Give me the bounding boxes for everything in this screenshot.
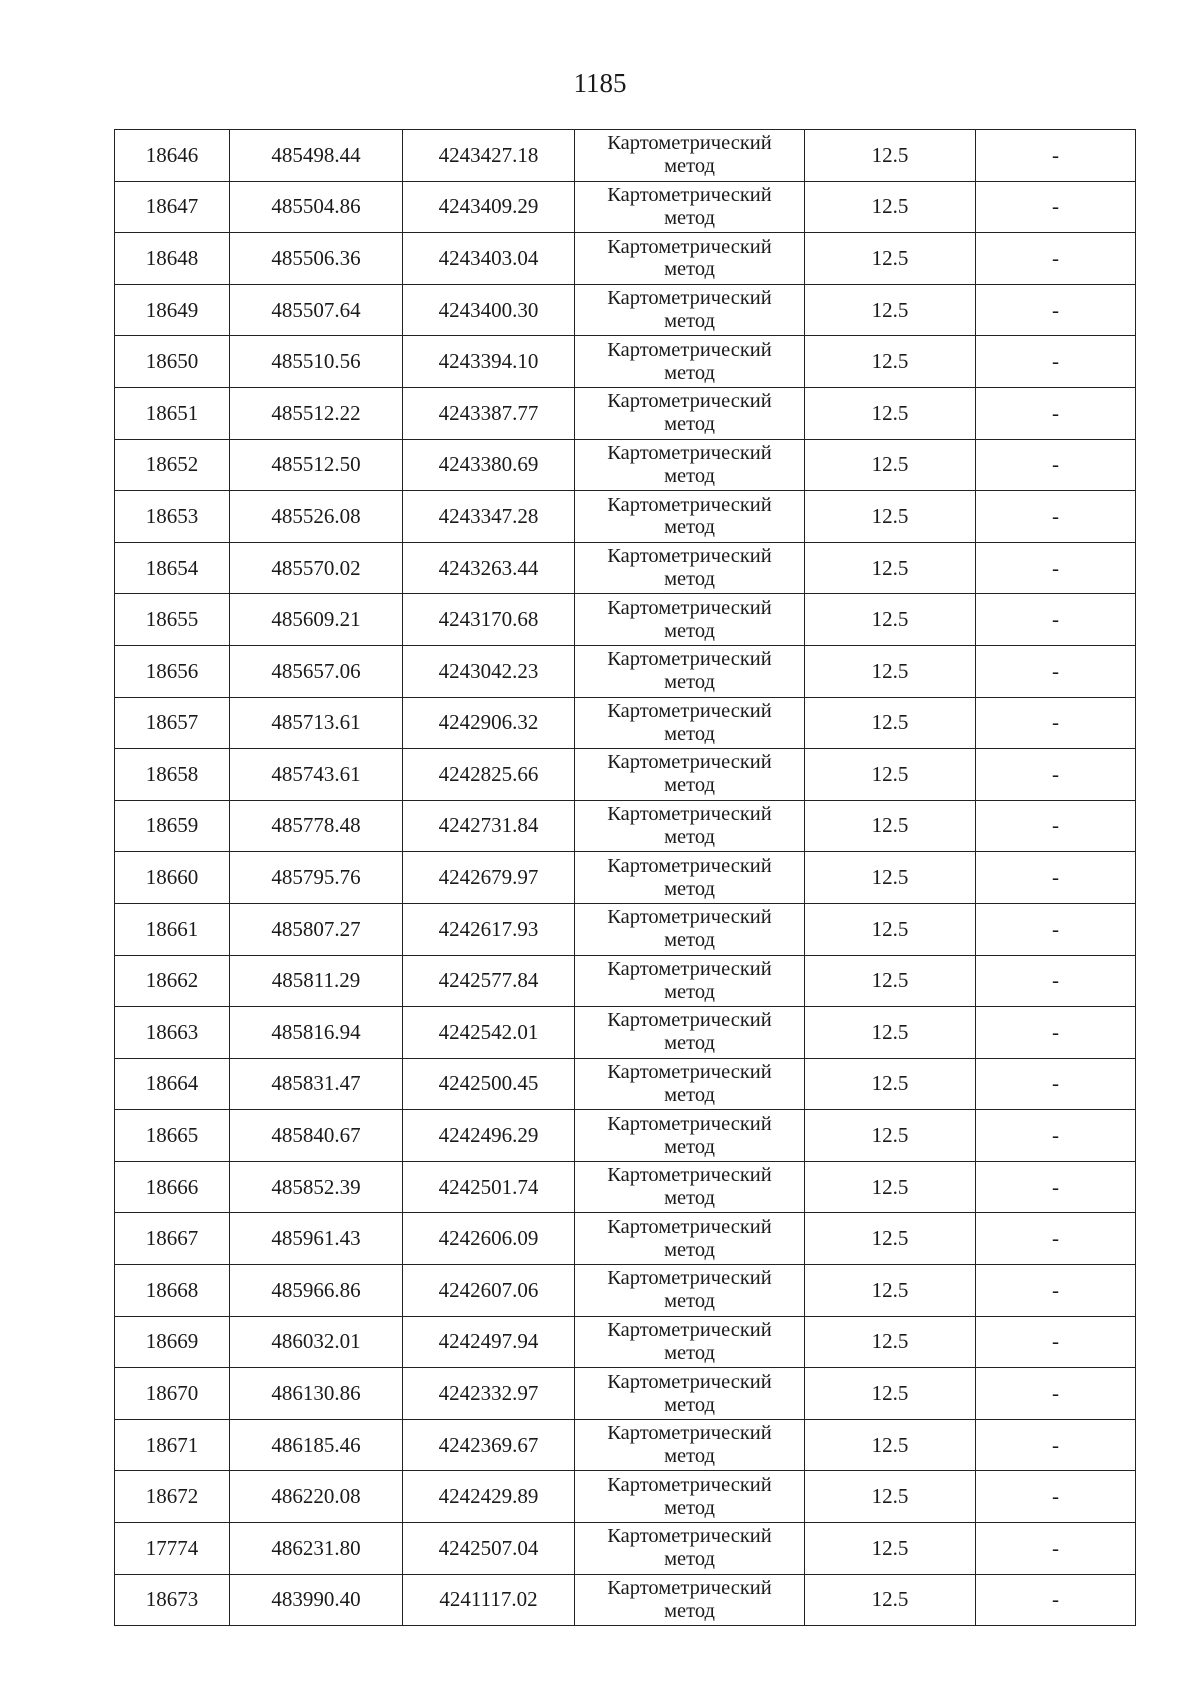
description-cell: -	[976, 1471, 1136, 1523]
table-row	[115, 800, 1136, 852]
method-line-2: метод	[664, 619, 715, 642]
y-coordinate-cell: 4242906.32	[403, 697, 575, 749]
x-coordinate-cell: 486231.80	[230, 1523, 403, 1575]
y-coordinate-cell: 4243394.10	[403, 336, 575, 388]
description-cell: -	[976, 594, 1136, 646]
method-line-2: метод	[664, 258, 715, 281]
x-coordinate-cell: 485512.22	[230, 387, 403, 439]
x-coordinate-cell: 485570.02	[230, 542, 403, 594]
method-line-2: метод	[664, 361, 715, 384]
point-number-cell: 18666	[115, 1161, 230, 1213]
method-line-2: метод	[664, 310, 715, 333]
method-cell	[575, 233, 805, 285]
description-cell: -	[976, 903, 1136, 955]
point-number-cell: 18656	[115, 645, 230, 697]
table-row	[115, 1316, 1136, 1368]
x-coordinate-cell: 485526.08	[230, 491, 403, 543]
point-number-cell: 18659	[115, 800, 230, 852]
x-coordinate-cell: 485510.56	[230, 336, 403, 388]
table-row	[115, 1574, 1136, 1626]
x-coordinate-cell: 485807.27	[230, 903, 403, 955]
accuracy-cell: 12.5	[805, 1058, 976, 1110]
method-line-2: метод	[664, 1341, 715, 1364]
accuracy-cell: 12.5	[805, 542, 976, 594]
x-coordinate-cell: 485743.61	[230, 749, 403, 801]
method-line-2: метод	[664, 1445, 715, 1468]
point-number-cell: 18669	[115, 1316, 230, 1368]
x-coordinate-cell: 486185.46	[230, 1419, 403, 1471]
y-coordinate-cell: 4243170.68	[403, 594, 575, 646]
table-row	[115, 542, 1136, 594]
method-cell	[575, 1213, 805, 1265]
description-cell: -	[976, 542, 1136, 594]
accuracy-cell: 12.5	[805, 800, 976, 852]
method-line-1: Картометрический	[607, 1370, 772, 1393]
table-body	[115, 130, 1136, 1626]
method-line-1: Картометрический	[607, 1525, 772, 1548]
method-line-1: Картометрический	[607, 545, 772, 568]
table-row	[115, 749, 1136, 801]
table-row	[115, 903, 1136, 955]
x-coordinate-cell: 485609.21	[230, 594, 403, 646]
method-line-2: метод	[664, 1393, 715, 1416]
method-cell	[575, 336, 805, 388]
y-coordinate-cell: 4242497.94	[403, 1316, 575, 1368]
table-row	[115, 387, 1136, 439]
description-cell: -	[976, 1161, 1136, 1213]
method-line-2: метод	[664, 464, 715, 487]
accuracy-cell: 12.5	[805, 1419, 976, 1471]
accuracy-cell: 12.5	[805, 1110, 976, 1162]
method-cell	[575, 1265, 805, 1317]
table-row	[115, 955, 1136, 1007]
method-line-1: Картометрический	[607, 493, 772, 516]
accuracy-cell: 12.5	[805, 439, 976, 491]
point-number-cell: 18671	[115, 1419, 230, 1471]
point-number-cell: 18663	[115, 1007, 230, 1059]
y-coordinate-cell: 4242507.04	[403, 1523, 575, 1575]
description-cell: -	[976, 1110, 1136, 1162]
method-line-2: метод	[664, 929, 715, 952]
table-row	[115, 697, 1136, 749]
x-coordinate-cell: 485831.47	[230, 1058, 403, 1110]
y-coordinate-cell: 4243263.44	[403, 542, 575, 594]
method-line-1: Картометрический	[607, 1215, 772, 1238]
method-line-1: Картометрический	[607, 1061, 772, 1084]
method-cell	[575, 387, 805, 439]
description-cell: -	[976, 233, 1136, 285]
x-coordinate-cell: 486130.86	[230, 1368, 403, 1420]
description-cell: -	[976, 130, 1136, 182]
description-cell: -	[976, 800, 1136, 852]
accuracy-cell: 12.5	[805, 1368, 976, 1420]
table-row	[115, 1471, 1136, 1523]
y-coordinate-cell: 4242679.97	[403, 852, 575, 904]
method-line-2: метод	[664, 774, 715, 797]
method-line-2: метод	[664, 826, 715, 849]
method-cell	[575, 130, 805, 182]
y-coordinate-cell: 4243380.69	[403, 439, 575, 491]
coordinates-table	[114, 129, 1136, 1626]
accuracy-cell: 12.5	[805, 1161, 976, 1213]
x-coordinate-cell: 485504.86	[230, 181, 403, 233]
method-cell	[575, 1058, 805, 1110]
method-line-1: Картометрический	[607, 338, 772, 361]
method-line-1: Картометрический	[607, 1112, 772, 1135]
table-row	[115, 645, 1136, 697]
description-cell: -	[976, 955, 1136, 1007]
description-cell: -	[976, 1007, 1136, 1059]
method-cell	[575, 852, 805, 904]
accuracy-cell: 12.5	[805, 1007, 976, 1059]
description-cell: -	[976, 181, 1136, 233]
description-cell: -	[976, 439, 1136, 491]
point-number-cell: 18654	[115, 542, 230, 594]
x-coordinate-cell: 485498.44	[230, 130, 403, 182]
description-cell: -	[976, 491, 1136, 543]
method-line-1: Картометрический	[607, 1009, 772, 1032]
point-number-cell: 18673	[115, 1574, 230, 1626]
accuracy-cell: 12.5	[805, 697, 976, 749]
x-coordinate-cell: 485512.50	[230, 439, 403, 491]
method-line-1: Картометрический	[607, 132, 772, 155]
description-cell: -	[976, 697, 1136, 749]
x-coordinate-cell: 485840.67	[230, 1110, 403, 1162]
accuracy-cell: 12.5	[805, 852, 976, 904]
point-number-cell: 18648	[115, 233, 230, 285]
method-line-2: метод	[664, 568, 715, 591]
accuracy-cell: 12.5	[805, 749, 976, 801]
accuracy-cell: 12.5	[805, 1316, 976, 1368]
accuracy-cell: 12.5	[805, 1574, 976, 1626]
method-cell	[575, 594, 805, 646]
table-row	[115, 1058, 1136, 1110]
x-coordinate-cell: 485852.39	[230, 1161, 403, 1213]
point-number-cell: 18657	[115, 697, 230, 749]
method-line-1: Картометрический	[607, 699, 772, 722]
description-cell: -	[976, 1316, 1136, 1368]
y-coordinate-cell: 4242369.67	[403, 1419, 575, 1471]
table-row	[115, 1213, 1136, 1265]
accuracy-cell: 12.5	[805, 645, 976, 697]
method-line-1: Картометрический	[607, 390, 772, 413]
method-line-2: метод	[664, 1187, 715, 1210]
y-coordinate-cell: 4242496.29	[403, 1110, 575, 1162]
description-cell: -	[976, 645, 1136, 697]
y-coordinate-cell: 4243387.77	[403, 387, 575, 439]
x-coordinate-cell: 485507.64	[230, 284, 403, 336]
description-cell: -	[976, 1574, 1136, 1626]
method-line-2: метод	[664, 1599, 715, 1622]
description-cell: -	[976, 1265, 1136, 1317]
point-number-cell: 18647	[115, 181, 230, 233]
method-cell	[575, 1523, 805, 1575]
method-line-2: метод	[664, 1548, 715, 1571]
point-number-cell: 18651	[115, 387, 230, 439]
accuracy-cell: 12.5	[805, 284, 976, 336]
accuracy-cell: 12.5	[805, 491, 976, 543]
method-line-2: метод	[664, 413, 715, 436]
method-line-1: Картометрический	[607, 751, 772, 774]
method-line-1: Картометрический	[607, 1267, 772, 1290]
y-coordinate-cell: 4242617.93	[403, 903, 575, 955]
accuracy-cell: 12.5	[805, 1213, 976, 1265]
method-line-1: Картометрический	[607, 596, 772, 619]
method-line-2: метод	[664, 1032, 715, 1055]
accuracy-cell: 12.5	[805, 955, 976, 1007]
method-cell	[575, 645, 805, 697]
description-cell: -	[976, 1058, 1136, 1110]
point-number-cell: 18649	[115, 284, 230, 336]
accuracy-cell: 12.5	[805, 1471, 976, 1523]
point-number-cell: 18646	[115, 130, 230, 182]
table-row	[115, 439, 1136, 491]
method-line-1: Картометрический	[607, 906, 772, 929]
accuracy-cell: 12.5	[805, 336, 976, 388]
method-line-2: метод	[664, 877, 715, 900]
method-cell	[575, 1574, 805, 1626]
table-row	[115, 1007, 1136, 1059]
accuracy-cell: 12.5	[805, 1523, 976, 1575]
table-row	[115, 1419, 1136, 1471]
method-cell	[575, 1419, 805, 1471]
method-line-2: метод	[664, 155, 715, 178]
method-line-1: Картометрический	[607, 1164, 772, 1187]
method-cell	[575, 439, 805, 491]
page-number: 1185	[573, 68, 627, 98]
table-row	[115, 336, 1136, 388]
point-number-cell: 18655	[115, 594, 230, 646]
x-coordinate-cell: 486032.01	[230, 1316, 403, 1368]
point-number-cell: 18652	[115, 439, 230, 491]
x-coordinate-cell: 485778.48	[230, 800, 403, 852]
point-number-cell: 18667	[115, 1213, 230, 1265]
accuracy-cell: 12.5	[805, 181, 976, 233]
y-coordinate-cell: 4242825.66	[403, 749, 575, 801]
point-number-cell: 18668	[115, 1265, 230, 1317]
description-cell: -	[976, 852, 1136, 904]
table-row	[115, 284, 1136, 336]
y-coordinate-cell: 4243427.18	[403, 130, 575, 182]
x-coordinate-cell: 485506.36	[230, 233, 403, 285]
table-row	[115, 852, 1136, 904]
table-row	[115, 491, 1136, 543]
table-row	[115, 1368, 1136, 1420]
x-coordinate-cell: 483990.40	[230, 1574, 403, 1626]
description-cell: -	[976, 1419, 1136, 1471]
method-cell	[575, 1368, 805, 1420]
method-line-1: Картометрический	[607, 1473, 772, 1496]
point-number-cell: 18658	[115, 749, 230, 801]
x-coordinate-cell: 485816.94	[230, 1007, 403, 1059]
point-number-cell: 18672	[115, 1471, 230, 1523]
method-line-1: Картометрический	[607, 1576, 772, 1599]
accuracy-cell: 12.5	[805, 233, 976, 285]
method-line-1: Картометрический	[607, 803, 772, 826]
x-coordinate-cell: 485966.86	[230, 1265, 403, 1317]
y-coordinate-cell: 4243403.04	[403, 233, 575, 285]
method-line-1: Картометрический	[607, 854, 772, 877]
table-row	[115, 594, 1136, 646]
accuracy-cell: 12.5	[805, 130, 976, 182]
method-cell	[575, 903, 805, 955]
point-number-cell: 18660	[115, 852, 230, 904]
description-cell: -	[976, 387, 1136, 439]
description-cell: -	[976, 1523, 1136, 1575]
method-line-2: метод	[664, 1135, 715, 1158]
method-line-2: метод	[664, 980, 715, 1003]
x-coordinate-cell: 485961.43	[230, 1213, 403, 1265]
description-cell: -	[976, 1213, 1136, 1265]
method-line-2: метод	[664, 722, 715, 745]
method-line-1: Картометрический	[607, 441, 772, 464]
y-coordinate-cell: 4242607.06	[403, 1265, 575, 1317]
y-coordinate-cell: 4243347.28	[403, 491, 575, 543]
method-line-2: метод	[664, 1290, 715, 1313]
table-row	[115, 1161, 1136, 1213]
description-cell: -	[976, 749, 1136, 801]
method-line-2: метод	[664, 1496, 715, 1519]
method-cell	[575, 1161, 805, 1213]
method-cell	[575, 1110, 805, 1162]
method-cell	[575, 1471, 805, 1523]
table-row	[115, 233, 1136, 285]
accuracy-cell: 12.5	[805, 594, 976, 646]
method-cell	[575, 491, 805, 543]
point-number-cell: 18670	[115, 1368, 230, 1420]
y-coordinate-cell: 4242542.01	[403, 1007, 575, 1059]
point-number-cell: 18661	[115, 903, 230, 955]
y-coordinate-cell: 4243400.30	[403, 284, 575, 336]
method-cell	[575, 284, 805, 336]
method-line-1: Картометрический	[607, 1319, 772, 1341]
table-row	[115, 130, 1136, 182]
method-line-1: Картометрический	[607, 287, 772, 310]
table-row	[115, 1265, 1136, 1317]
method-cell	[575, 749, 805, 801]
point-number-cell: 18662	[115, 955, 230, 1007]
method-line-2: метод	[664, 1238, 715, 1261]
accuracy-cell: 12.5	[805, 387, 976, 439]
table-row	[115, 181, 1136, 233]
y-coordinate-cell: 4243409.29	[403, 181, 575, 233]
method-line-1: Картометрический	[607, 1422, 772, 1445]
description-cell: -	[976, 336, 1136, 388]
y-coordinate-cell: 4243042.23	[403, 645, 575, 697]
x-coordinate-cell: 485795.76	[230, 852, 403, 904]
method-line-1: Картометрический	[607, 235, 772, 258]
x-coordinate-cell: 485811.29	[230, 955, 403, 1007]
point-number-cell: 18665	[115, 1110, 230, 1162]
method-cell	[575, 1007, 805, 1059]
method-cell	[575, 697, 805, 749]
accuracy-cell: 12.5	[805, 1265, 976, 1317]
y-coordinate-cell: 4242731.84	[403, 800, 575, 852]
method-line-1: Картометрический	[607, 957, 772, 980]
y-coordinate-cell: 4242332.97	[403, 1368, 575, 1420]
table-row	[115, 1110, 1136, 1162]
point-number-cell: 18653	[115, 491, 230, 543]
method-line-2: метод	[664, 1083, 715, 1106]
method-line-2: метод	[664, 671, 715, 694]
accuracy-cell: 12.5	[805, 903, 976, 955]
method-line-1: Картометрический	[607, 648, 772, 671]
method-cell	[575, 955, 805, 1007]
x-coordinate-cell: 486220.08	[230, 1471, 403, 1523]
method-cell	[575, 181, 805, 233]
x-coordinate-cell: 485657.06	[230, 645, 403, 697]
y-coordinate-cell: 4241117.02	[403, 1574, 575, 1626]
method-cell	[575, 1316, 805, 1368]
y-coordinate-cell: 4242606.09	[403, 1213, 575, 1265]
method-cell	[575, 800, 805, 852]
method-line-2: метод	[664, 516, 715, 539]
y-coordinate-cell: 4242501.74	[403, 1161, 575, 1213]
method-line-2: метод	[664, 206, 715, 229]
x-coordinate-cell: 485713.61	[230, 697, 403, 749]
table-row	[115, 1523, 1136, 1575]
description-cell: -	[976, 1368, 1136, 1420]
point-number-cell: 17774	[115, 1523, 230, 1575]
y-coordinate-cell: 4242429.89	[403, 1471, 575, 1523]
method-line-1: Картометрический	[607, 183, 772, 206]
point-number-cell: 18650	[115, 336, 230, 388]
point-number-cell: 18664	[115, 1058, 230, 1110]
method-cell	[575, 542, 805, 594]
description-cell: -	[976, 284, 1136, 336]
y-coordinate-cell: 4242577.84	[403, 955, 575, 1007]
y-coordinate-cell: 4242500.45	[403, 1058, 575, 1110]
